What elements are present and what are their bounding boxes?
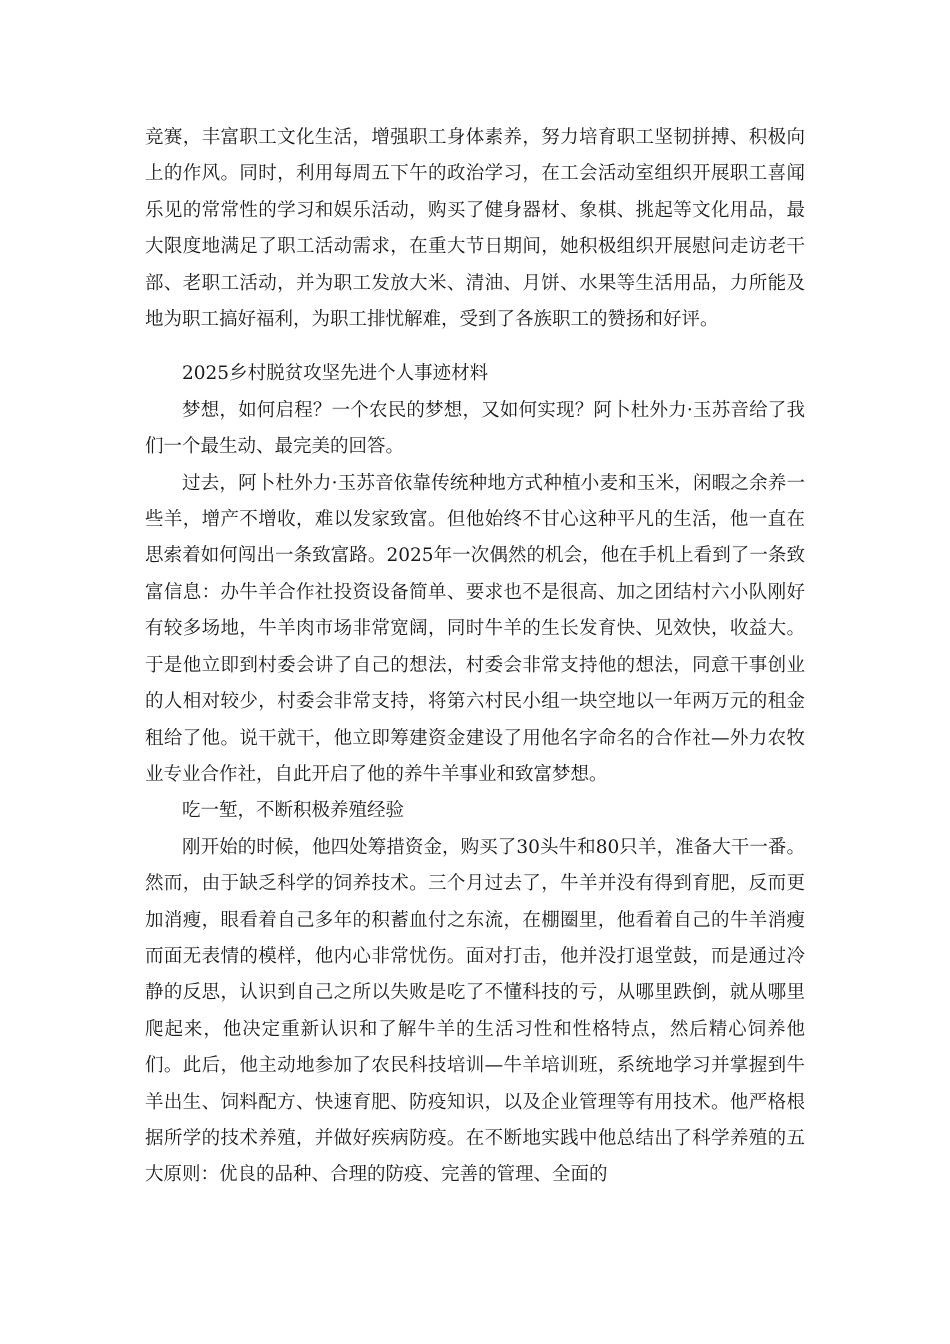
document-page [145,120,805,1194]
paragraph-early-struggles: 刚开始的时候，他四处筹措资金，购买了30头牛和80只羊，准备大干一番。然而，由于缺乏科学的饲养技术。三个月过去了，牛羊并没有得到育肥，反而更加消瘦，眼看着自己多年的积蓄血付之东流，在棚圈里，他看着自己的牛羊消瘦而面无表情的模样，他内心非常忧伤。面对打击，他并没打退堂鼓，而是通过冷静的反思，认识到自己之所以失败是吃了不懂科技的亏，从哪里跌倒，就从哪里爬起来，他决定重新认识和了解牛羊的生活习性和性格特点，然后精心饲养他们。此后，他主动地参加了农民科技培训—牛羊培训班，系统地学习并掌握到牛羊出生、饲料配方、快速育肥、防疫知识，以及企业管理等有用技术。他严格根据所学的技术养殖，并做好疾病防疫。在不断地实践中他总结出了科学养殖的五大原则：优良的品种、合理的防疫、完善的管理、全面的 [145,836,805,1186]
document-title: 2025乡村脱贫攻坚先进个人事迹材料 [182,363,489,385]
paragraph-background: 过去，阿卜杜外力·玉苏音依靠传统种地方式种植小麦和玉米，闲暇之余养一些羊，增产不增收，难以发家致富。但他始终不甘心这种平凡的生活，他一直在思索着如何闯出一条致富路。2025年一次偶然的机会，他在手机上看到了一条致富信息：办牛羊合作社投资设备简单、要求也不是很高、加之团结村六小队刚好有较多场地，牛羊肉市场非常宽阔，同时牛羊的生长发育快、见效快，收益大。于是他立即到村委会讲了自己的想法，村委会非常支持他的想法，同意干事创业的人相对较少，村委会非常支持，将第六村民小组一块空地以一年两万元的租金租给了他。说干就干，他立即筹建资金建设了用他名字命名的合作社—外力农牧业专业合作社，自此开启了他的养牛羊事业和致富梦想。 [145,472,805,785]
paragraph-dream-intro: 梦想，如何启程？一个农民的梦想，又如何实现？阿卜杜外力·玉苏音给了我们一个最生动、最完美的回答。 [145,399,805,458]
paragraph-union-activities: 竞赛，丰富职工文化生活，增强职工身体素养，努力培育职工坚韧拼搏、积极向上的作风。同时，利用每周五下午的政治学习，在工会活动室组织开展职工喜闻乐见的常常性的学习和娱乐活动，购买了健身器材、象棋、挑起等文化用品，最大限度地满足了职工活动需求，在重大节日期间，她积极组织开展慰问走访老干部、老职工活动，并为职工发放大米、清油、月饼、水果等生活用品，力所能及地为职工搞好福利，为职工排忧解难，受到了各族职工的赞扬和好评。 [145,127,805,331]
section-heading-experience: 吃一堑，不断积极养殖经验 [182,800,405,822]
